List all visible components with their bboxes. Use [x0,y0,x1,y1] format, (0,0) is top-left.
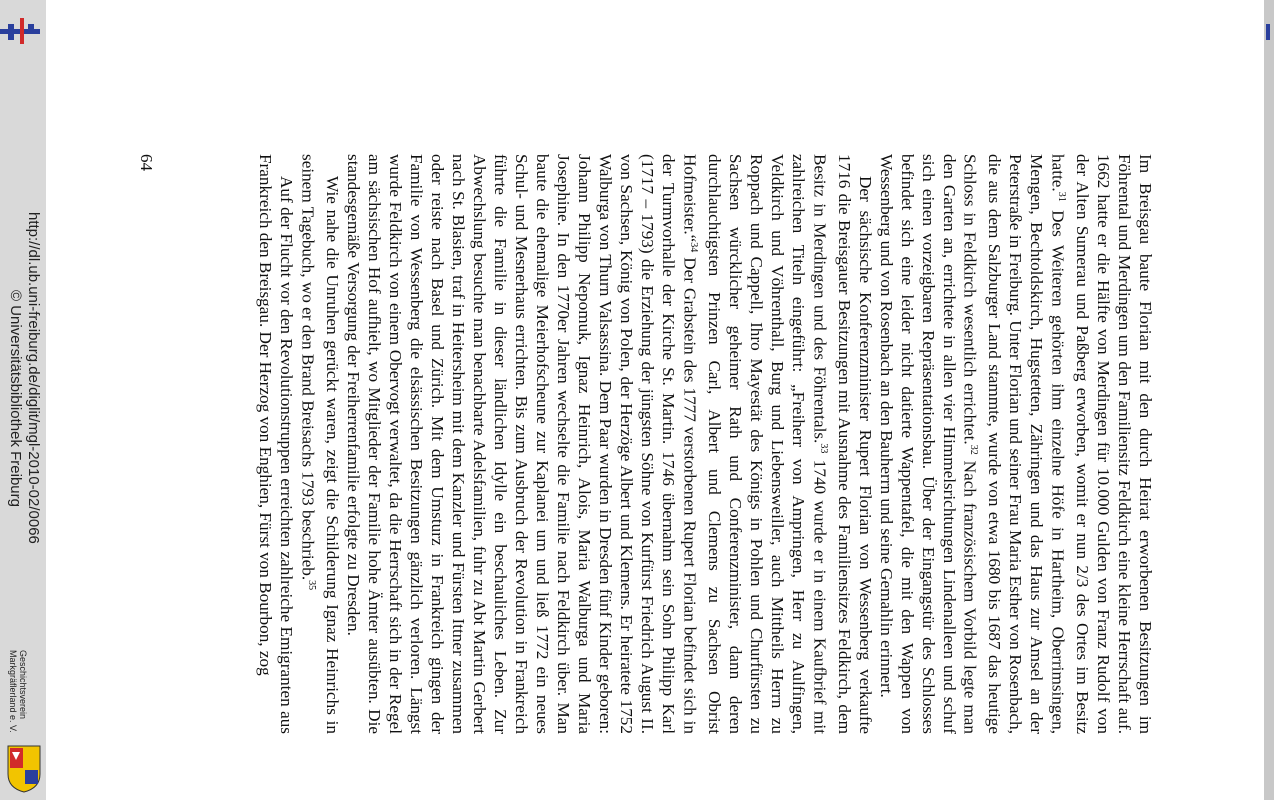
paragraph-2-text-cont: 1740 wurde er in einem Kaufbrief mit zahlreichen Titeln eingeführt: „Freiherr von Ampringen, Herr zu Aulfingen, Veldkirch und Vöhrenthall, Burg und Liebensweiller, auch Mittheils Herrn zu Roppach und Cappell, Ihro Mayestät des Königs in Pohlen und Churfürsten zu Sachsen würcklicher geheimer Rath und Conferenzminister, dann deren durchlauchtigsten Prinzen Carl, Albert und Clemens zu Sachsen Obrist Hofmeister.“ [680,154,829,734]
viewer-right-strip [1264,0,1274,800]
paragraph-1-text-end: Nach französischem Vorbild legte man den Garten an, errichtete in allen vier Himmelsrichtungen Lindenalleen und schuf sich einen vorzeigbaren Repräsentationsbau. Über der Eingangstür des Schlosses befindet sich eine leider nicht datierte Wappentafel, die mit den Wappen von Wessenberg und von Rosenbach an den Bauherrn und seine Gemahlin erinnert. [876,154,980,734]
geschichtsverein-crest-icon [6,744,42,794]
scanned-page [137,154,1156,734]
paragraph-3-text: Wie nahe die Unruhen gerückt waren, zeigt die Schilderung Ignaz Heinrichs in seinem Tagebuch, wo er den Brand Breisachs 1793 beschrieb. [298,154,343,734]
paragraph-2 [343,154,875,734]
publisher-label-line2: Markgräflerland e. V. [8,650,18,733]
paragraph-1-text-cont: Des Weiteren gehörten ihm einzelne Höfe in Hartheim, Oberrimsingen, Mengen, Bechtoldskirch, Hugstetten, Zähringen und das Haus zur Amsel an der Peterstraße in Freiburg. Unter Florian und seiner Frau Maria Esther von Rosenbach, die aus dem Salzburger Land stammte, wurde von etwa 1680 bis 1687 das heutige Schloss in Feldkirch wesentlich errichtet. [960,154,1068,734]
footnote-ref: 32 [968,444,980,455]
paragraph-3 [297,154,343,734]
footnote-ref: 34 [687,242,699,253]
source-url[interactable]: http://dl.ub.uni-freiburg.de/diglit/mgl-2010-02/0066 [25,212,42,544]
paragraph-4 [255,154,297,734]
page-number: 64 [137,154,156,171]
footnote-ref: 33 [817,443,829,454]
paragraph-4-text: Auf der Flucht vor den Revolutionstruppen erreichten zahlreiche Emigranten aus Frankreich den Breisgau. Der Herzog von Enghien, Fürst von Bourbon, zog [256,154,297,734]
paragraph-1 [876,154,1156,734]
publisher-label-line1: Geschichtsverein [18,650,28,720]
copyright-notice: © Universitätsbibliothek Freiburg [7,290,24,507]
footnote-ref: 35 [306,580,318,591]
paragraph-2-text: Der sächsische Konferenzminister Rupert Florian von Wessenberg verkaufte 1716 die Breisgauer Besitzungen mit Ausnahme des Familiensitzes Feldkirch, dem Besitz in Merdingen und des Föhrentals. [809,154,875,734]
right-edge-mark-icon [1264,22,1274,42]
paragraph-1-text: Im Breisgau baute Florian mit den durch Heirat erworbenen Besitzungen im Föhrental und Merdingen um den Familiensitz Feldkirch eine kleine Herrschaft auf. 1662 hatte er die Hälfte von Merdingen für 10.000 Gulden von Franz Rudolf von der Alten Sumerau und Paßberg erworben, womit er nun 2/3 des Ortes im Besitz hatte. [1048,154,1155,734]
footnote-ref: 31 [1056,191,1067,202]
ub-freiburg-logo-icon [0,14,40,48]
paragraph-2-text-end: Der Grabstein des 1777 verstorbenen Rupert Florian befindet sich in der Turmvorhalle der Kirche St. Martin. 1746 übernahm sein Sohn Philipp Karl (1717 – 1793) die Erziehung der jüngsten Söhne von Kurfürst Friedrich August II. von Sachsen, König von Polen, der Herzöge Albert und Klemens. Er heiratete 1752 Walburga von Thurn Valsassina. Dem Paar wurden in Dresden fünf Kinder geboren: Johann Philipp Nepomuk, Ignaz Heinrich, Alois, Maria Walburga und Maria Josephine. In den 1770er Jahren wechselte die Familie nach Feldkirch über. Man baute die ehemalige Meierhofscheune zur Kaplanei um und ließ 1772 ein neues Schul- und Mesnerhaus errichten. Bis zum Ausbruch der Revolution in Frankreich führte die Familie in dieser ländlichen Idylle ein beschauliches Leben. Zur Abwechslung besuchte man benachbarte Adelsfamilien, fuhr zu Abt Martin Gerbert nach St. Blasien, traf in Heitersheim mit dem Kanzler und Fürsten Ittner zusammen oder reiste nach Basel und Zürich. Mit dem Umsturz in Frankreich gingen der Familie von Wessenberg die elsässischen Besitzungen gänzlich verloren. Längst wurde Feldkirch von einem Obervogt verwaltet, da die Herrschaft sich in der Regel am sächsischen Hof aufhielt, wo Mitglieder der Familie hohe Ämter ausübten. Die standesgemäße Versorgung der Freiherrenfamilie erfolgte zu Dresden. [344,154,700,734]
page-body [137,154,1156,734]
publisher-label [8,650,28,733]
